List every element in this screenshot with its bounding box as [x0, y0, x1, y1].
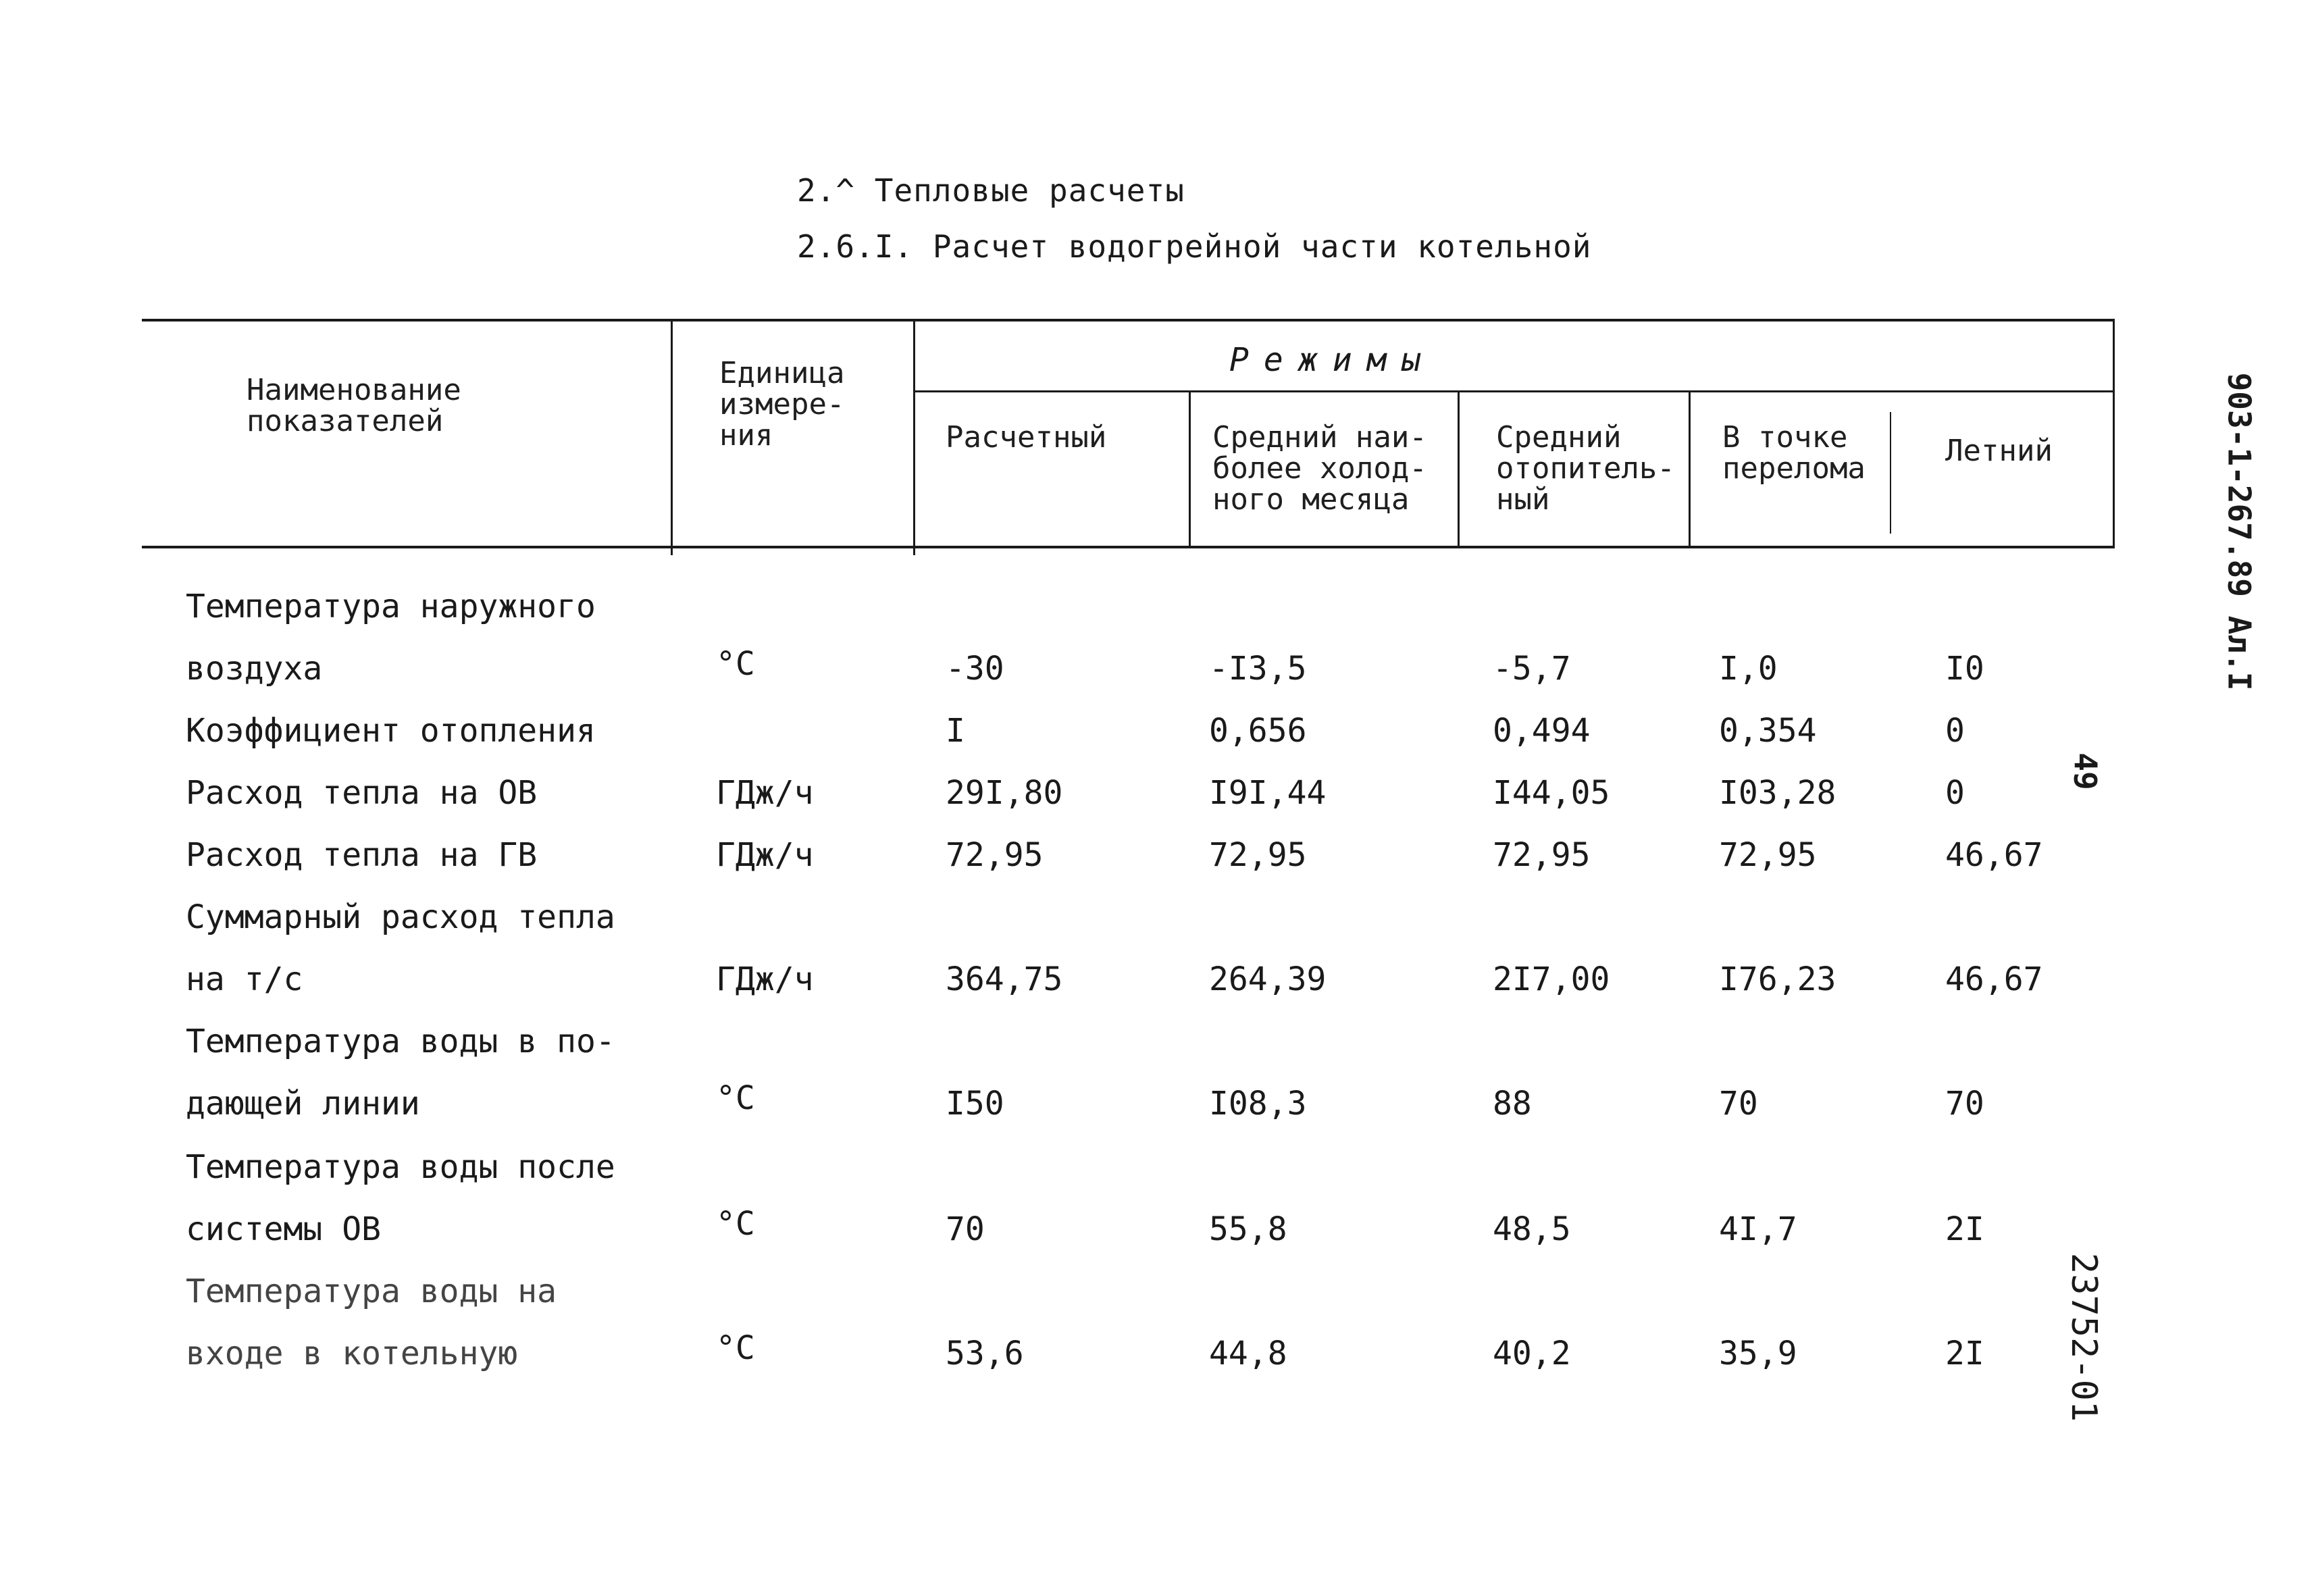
row-value: 72,95 [946, 836, 1044, 874]
header-name: Наименование показателей [247, 373, 461, 438]
row-label-line1: Температура наружного [186, 588, 596, 625]
row-value: 264,39 [1209, 960, 1327, 998]
row-value: I03,28 [1719, 774, 1836, 812]
row-value: I9I,44 [1209, 774, 1327, 812]
row-value: 40,2 [1493, 1335, 1571, 1372]
row-label-line1: Суммарный расход тепла [186, 898, 615, 936]
header-regimes: Режимы [1229, 341, 1436, 379]
row-value: I44,05 [1493, 774, 1610, 812]
row-label: входе в котельную [186, 1335, 518, 1372]
row-value: 70 [1719, 1085, 1758, 1123]
row-value: 0,494 [1493, 712, 1591, 750]
row-label: Расход тепла на ГВ [186, 836, 538, 874]
row-value: I50 [946, 1085, 1004, 1123]
row-value: -I3,5 [1209, 650, 1307, 688]
row-label-line1: Температура воды на [186, 1272, 557, 1310]
row-label: на т/с [186, 960, 303, 998]
regimes-divider-rule [915, 390, 2114, 392]
row-value: 2I7,00 [1493, 960, 1610, 998]
row-value: I76,23 [1719, 960, 1836, 998]
header-col-heating-average: Средний отопитель- ный [1496, 420, 1675, 517]
row-value: 44,8 [1209, 1335, 1287, 1372]
row-value: 29I,80 [946, 774, 1063, 812]
section-heading: 2.^ Тепловые расчеты [797, 172, 1185, 209]
row-unit: ГДж/ч [716, 836, 814, 874]
row-value: 70 [1945, 1085, 1984, 1123]
row-label: Коэффициент отопления [186, 712, 596, 750]
document-code: 903-1-267.89 Ал.I [2221, 372, 2258, 691]
sheet-number: 23752-01 [2063, 1252, 2105, 1422]
header-col-coldest-month: Средний наи- более холод- ного месяца [1212, 420, 1427, 517]
subsection-heading: 2.6.I. Расчет водогрейной части котельной [797, 228, 1592, 265]
row-unit: ГДж/ч [716, 774, 814, 812]
row-value: -5,7 [1493, 650, 1571, 688]
row-unit: °С [716, 1079, 755, 1117]
row-value: 88 [1493, 1085, 1532, 1123]
header-unit: Единица измере- ния [719, 356, 845, 453]
table-top-rule [142, 319, 2114, 321]
row-value: 53,6 [946, 1335, 1024, 1372]
header-col-design: Расчетный [946, 420, 1107, 455]
col-divider [913, 319, 915, 555]
row-value: 55,8 [1209, 1210, 1287, 1248]
page-number: 49 [2067, 752, 2104, 790]
col-divider [671, 319, 673, 555]
header-col-summer: Летний [1945, 434, 2053, 468]
row-unit: °С [716, 1329, 755, 1367]
col-divider [1890, 412, 1891, 534]
row-value: 72,95 [1209, 836, 1307, 874]
row-value: 72,95 [1493, 836, 1591, 874]
row-value: I0 [1945, 650, 1984, 688]
col-divider [1689, 392, 1691, 547]
row-value: 0 [1945, 712, 1965, 750]
row-value: 364,75 [946, 960, 1063, 998]
row-value: 0,656 [1209, 712, 1307, 750]
row-value: 72,95 [1719, 836, 1817, 874]
row-value: 46,67 [1945, 960, 2043, 998]
col-divider [1458, 392, 1460, 547]
table-header-bottom-rule [142, 546, 2114, 548]
row-label-line1: Температура воды после [186, 1148, 615, 1186]
row-label-line1: Температура воды в по- [186, 1023, 615, 1060]
row-unit: °С [716, 1205, 755, 1243]
row-value: I08,3 [1209, 1085, 1307, 1123]
header-col-break-point: В точке перелома [1722, 420, 1866, 486]
row-value: 2I [1945, 1210, 1984, 1248]
row-value: 0,354 [1719, 712, 1817, 750]
row-unit: °С [716, 645, 755, 683]
row-value: 4I,7 [1719, 1210, 1797, 1248]
row-value: 0 [1945, 774, 1965, 812]
row-label: дающей линии [186, 1085, 420, 1123]
row-unit: ГДж/ч [716, 960, 814, 998]
row-value: -30 [946, 650, 1004, 688]
row-value: I [946, 712, 965, 750]
row-value: I,0 [1719, 650, 1778, 688]
row-label: Расход тепла на ОВ [186, 774, 538, 812]
row-value: 46,67 [1945, 836, 2043, 874]
col-divider [1189, 392, 1191, 547]
col-divider [2113, 319, 2115, 548]
row-value: 2I [1945, 1335, 1984, 1372]
row-value: 48,5 [1493, 1210, 1571, 1248]
row-value: 70 [946, 1210, 985, 1248]
row-label: системы ОВ [186, 1210, 381, 1248]
row-label: воздуха [186, 650, 323, 688]
row-value: 35,9 [1719, 1335, 1797, 1372]
